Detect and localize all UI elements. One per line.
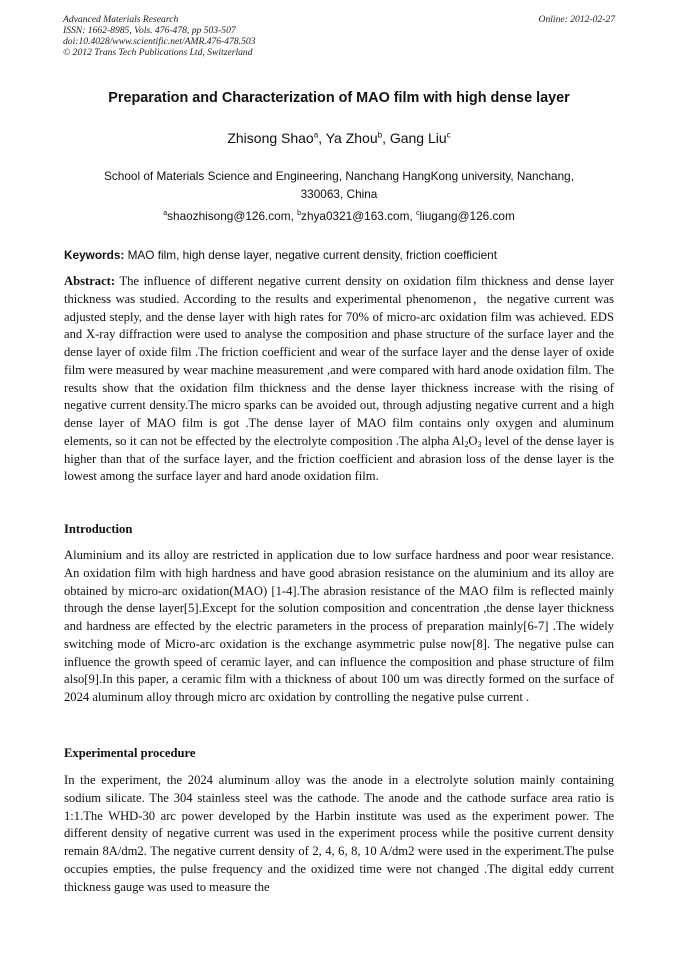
author-name: Ya Zhou — [325, 130, 378, 146]
journal-name: Advanced Materials Research — [63, 14, 179, 25]
affiliation — [70, 167, 608, 203]
author-name: Gang Liu — [389, 130, 447, 146]
author-list: Zhisong Shao$^a$, Ya Zhou$^b$, Gang Liu$^c$ — [227, 130, 451, 146]
affiliation-line: 330063, China — [300, 187, 378, 201]
paper-title: Preparation and Characterization of MAO film with high dense layer — [108, 90, 570, 106]
email-link[interactable]: liugang@126.com — [419, 209, 515, 223]
email-link[interactable]: shaozhisong@126.com — [167, 209, 291, 223]
email-mark: c — [416, 210, 420, 218]
introduction-paragraph: Aluminium and its alloy are restricted in application due to low surface hardness and poor wear resistance. An oxidation film with high hardness and have good abrasion resistance on the aluminium and its alloy are obtained by micro-arc oxidation(MAO) [1-4].The abrasion resistance of the MAO film is reflected mainly through the dense layer[5].Except for the solution composition and concentration ,the dense layer thickness and hardness are effected by the electric parameters in the process of preparation mainly[6-7] .The widely switching mode of Micro-arc oxidation is the exchange asymmetric pulse now[8]. The negative pulse can influence the growth speed of ceramic layer, and can influence the composition and phase structure of film also[9].In this paper, a ceramic film with a thickness of about 100 um was directly formed on the surface of 2024 aluminum alloy through micro arc oxidation by controlling the negative pulse current . — [64, 548, 614, 704]
copyright-line: © 2012 Trans Tech Publications Ltd, Switzerland — [63, 47, 253, 58]
email-mark: a — [163, 210, 168, 218]
abstract — [64, 273, 614, 486]
author-mark: a — [313, 130, 319, 140]
doi-line[interactable]: doi:10.4028/www.scientific.net/AMR.476-478.503 — [63, 36, 256, 47]
section-heading-experimental: Experimental procedure — [64, 746, 196, 760]
email-link[interactable]: zhya0321@163.com — [301, 209, 410, 223]
experimental-paragraph: In the experiment, the 2024 aluminum alloy was the anode in a electrolyte solution mainly containing sodium silicate. The 304 stainless steel was the cathode. The anode and the cathode surface area ratio is 1:1.The WHD-30 arc power developed by the Harbin institute was used as the experiment power. The different density of negative current was used in the experiment process while the positive current density remain 8A/dm2. The negative current density of 2, 4, 6, 8, 10 A/dm2 were used in the experiment.The pulse occupies empties, the pulse frequency and the oxidized time were not changed .The digital eddy current thickness gauge was used to measure the — [64, 773, 614, 894]
formula-o: O — [468, 433, 478, 448]
email-list: $^a$shaozhisong@126.com, $^b$zhya0321@163.com, $^c$liugang@126.com — [163, 209, 515, 223]
online-date: Online: 2012-02-27 — [538, 14, 615, 25]
citation-block — [63, 14, 615, 58]
abstract-text: level of the dense layer is higher than that of the surface layer, and the friction coefficient and abrasion loss of the dense layer is the lowest among the surface layer and hard anode oxidation film. — [64, 433, 614, 484]
section-heading-introduction: Introduction — [64, 522, 133, 536]
author-mark: c — [446, 130, 451, 140]
keywords-text: MAO film, high dense layer, negative current density, friction coefficient — [127, 248, 497, 262]
abstract-text: The influence of different negative current density on oxidation film thickness and dense layer thickness was studied. According to the results and experimental phenomenon，the negative current was adjusted steply, and the dense layer with high rates for 70% of micro-arc oxidation film was achieved. EDS and X-ray diffraction were used to analyse the composition and phase structure of the surface layer and the dense layer of oxide film .The friction coefficient and wear of the surface layer and the dense layer of oxide film were measured by wear machine measurement ,and were compared with hard anode oxidation film. The results show that the oxidation film thickness and the dense layer thickness increase with the rising of negative current density.The micro sparks can be avoided out, through adjusting negative current and a high dense layer of MAO film is got .The dense layer of MAO film contains only oxygen and aluminum elements, so it can not be effected by the electrolyte composition .The alpha Al — [64, 274, 614, 448]
affiliation-line: School of Materials Science and Engineering, Nanchang HangKong university, Nanchang, — [104, 169, 574, 183]
issn-line: ISSN: 1662-8985, Vols. 476-478, pp 503-507 — [63, 25, 236, 36]
journal-header — [63, 14, 615, 58]
keywords — [64, 248, 616, 262]
author-mark: b — [377, 130, 383, 140]
author-name: Zhisong Shao — [227, 130, 314, 146]
email-mark: b — [297, 210, 302, 218]
subscript: 2 — [464, 439, 469, 449]
keywords-label: Keywords: — [64, 248, 125, 262]
abstract-label: Abstract: — [64, 274, 116, 288]
subscript: 3 — [477, 439, 482, 449]
